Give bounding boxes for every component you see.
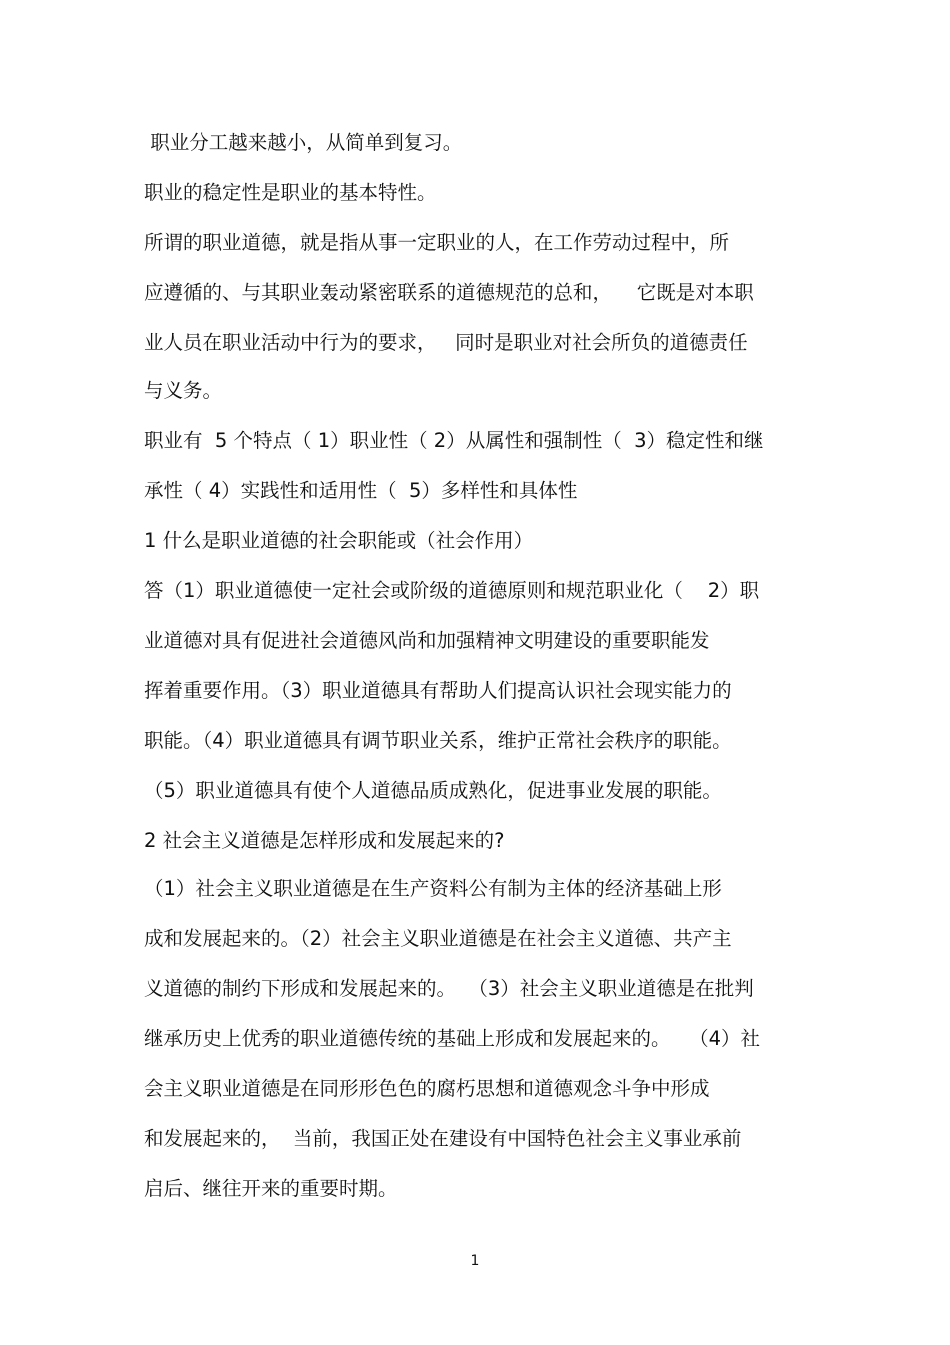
text-line: （1）社会主义职业道德是在生产资料公有制为主体的经济基础上形: [144, 877, 722, 900]
text-line: 和发展起来的， 当前，我国正处在建设有中国特色社会主义事业承前: [144, 1127, 742, 1150]
text-line: 承性（ 4）实践性和适用性（ 5）多样性和具体性: [144, 479, 578, 502]
text-line: 会主义职业道德是在同形形色色的腐朽思想和道德观念斗争中形成: [144, 1077, 710, 1100]
text-line: 继承历史上优秀的职业道德传统的基础上形成和发展起来的。 （4）社: [144, 1027, 761, 1050]
text-line: （5）职业道德具有使个人道德品质成熟化，促进事业发展的职能。: [144, 779, 722, 802]
text-line: 答（1）职业道德使一定社会或阶级的道德原则和规范职业化（ 2）职: [144, 579, 760, 602]
text-line: 应遵循的、与其职业轰动紧密联系的道德规范的总和， 它既是对本职: [144, 281, 754, 304]
text-line: 业人员在职业活动中行为的要求， 同时是职业对社会所负的道德责任: [144, 331, 748, 354]
text-line: 所谓的职业道德，就是指从事一定职业的人，在工作劳动过程中，所: [144, 231, 730, 254]
text-line: 2 社会主义道德是怎样形成和发展起来的?: [144, 829, 505, 852]
text-line: 启后、继往开来的重要时期。: [144, 1177, 398, 1200]
text-line: 职业分工越来越小，从简单到复习。: [144, 131, 463, 154]
text-line: 业道德对具有促进社会道德风尚和加强精神文明建设的重要职能发: [144, 629, 710, 652]
text-line: 1 什么是职业道德的社会职能或（社会作用）: [144, 529, 534, 552]
text-line: 职能。（4）职业道德具有调节职业关系，维护正常社会秩序的职能。: [144, 729, 732, 752]
text-line: 与义务。: [144, 379, 223, 402]
page-number: 1: [470, 1253, 480, 1269]
text-line: 义道德的制约下形成和发展起来的。 （3）社会主义职业道德是在批判: [144, 977, 754, 1000]
text-line: 成和发展起来的。（2）社会主义职业道德是在社会主义道德、共产主: [144, 927, 732, 950]
text-line: 挥着重要作用。（3）职业道德具有帮助人们提高认识社会现实能力的: [144, 679, 732, 702]
text-line: 职业有 5 个特点（ 1）职业性（ 2）从属性和强制性（ 3）稳定性和继: [144, 429, 764, 452]
text-line: 职业的稳定性是职业的基本特性。: [144, 181, 437, 204]
